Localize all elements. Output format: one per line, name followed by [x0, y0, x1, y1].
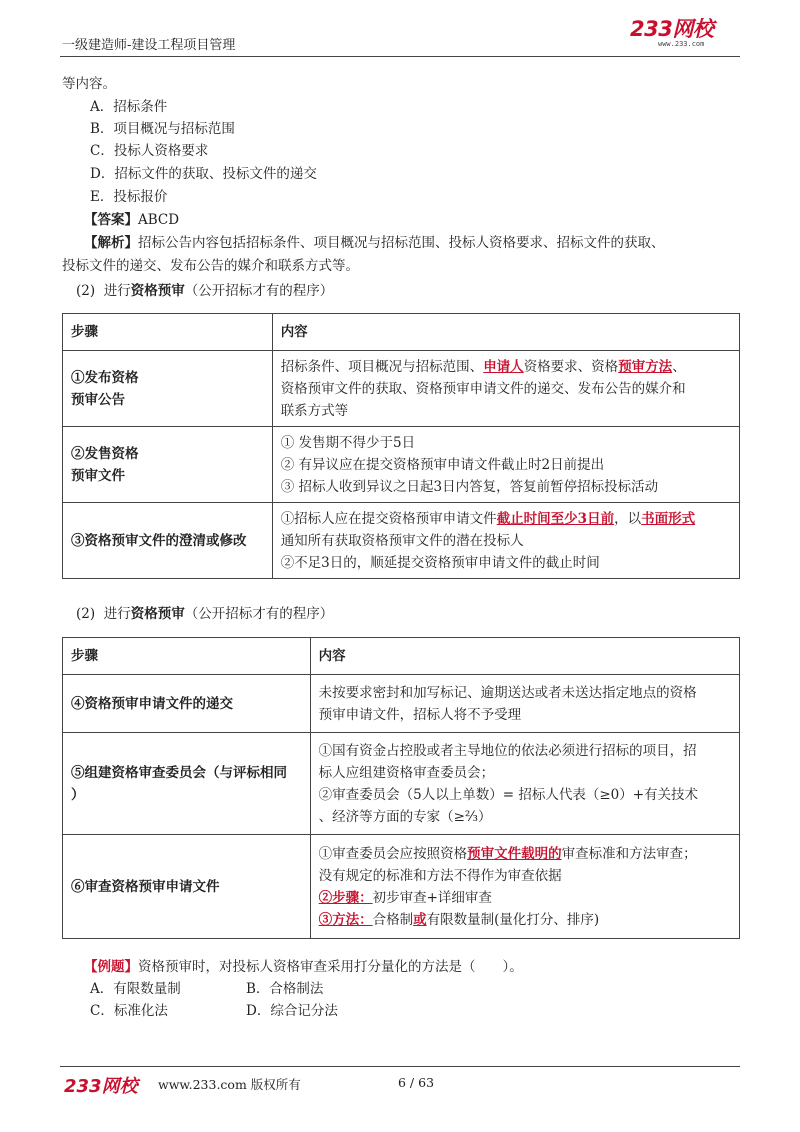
step-cell: ④资格预审申请文件的递交 [63, 675, 311, 733]
section-bold: 资格预审 [130, 283, 185, 299]
step-cell [63, 733, 311, 835]
header-divider [60, 56, 740, 57]
content-cell [272, 503, 739, 579]
content-line: ①国有资金占控股或者主导地位的依法必须进行招标的项目，招 [318, 742, 697, 759]
step-cell: ③资格预审文件的澄清或修改 [63, 503, 273, 579]
content-line: 标人应组建资格审查委员会； [318, 764, 495, 781]
content-line [319, 909, 731, 931]
analysis-line-2: 投标文件的递交、发布公告的媒介和联系方式等。 [62, 258, 359, 274]
highlight-methods: ③方法： [318, 911, 373, 928]
example-tag: 【例题】 [84, 959, 138, 975]
highlight-deadline: 截止时间至少3日前 [496, 510, 615, 527]
example-option-d: D．综合记分法 [246, 1003, 338, 1019]
highlight-stated: 预审文件载明的 [467, 845, 562, 862]
section-post: （公开招标才有的程序） [184, 606, 334, 622]
header-content: 内容 [272, 314, 739, 351]
page-number: 6 / 63 [398, 1075, 435, 1090]
logo-text: 233网校 [630, 17, 714, 41]
text: 、 [672, 358, 686, 375]
highlight-or: 或 [413, 911, 427, 928]
section-pre: 进行 [103, 283, 131, 299]
content-cell [272, 427, 739, 503]
section-post: （公开招标才有的程序） [184, 283, 334, 299]
table-row [63, 427, 740, 503]
highlight-steps: ②步骤： [318, 889, 373, 906]
step-cell: ⑥审查资格预审申请文件 [63, 835, 311, 939]
table-row [63, 733, 740, 835]
text: 有限数量制(量化打分、排序) [426, 911, 600, 928]
analysis-line-1 [84, 232, 665, 254]
example-option-a: A．有限数量制 [90, 981, 181, 997]
content-line: ②不足3日的，顺延提交资格预审申请文件的截止时间 [280, 554, 600, 571]
content-line: 联系方式等 [280, 402, 349, 419]
table-row [63, 503, 740, 579]
header-content: 内容 [310, 638, 739, 675]
step-cell [63, 427, 273, 503]
footer-divider [60, 1066, 740, 1067]
example-question [84, 956, 523, 978]
step-line: ） [71, 786, 85, 803]
table-header-row [63, 314, 740, 351]
answer-tag: 【答案】 [84, 212, 138, 228]
content-line [281, 356, 731, 378]
text: ①招标人应在提交资格预审申请文件 [280, 510, 497, 527]
option-b: B．项目概况与招标范围 [90, 121, 235, 137]
content-line: ① 发售期不得少于5日 [280, 434, 416, 451]
step-line: 预审文件 [71, 467, 125, 484]
step-line: ②发售资格 [71, 445, 139, 462]
section-number: (2) [76, 606, 96, 622]
table-prequalification-2 [62, 637, 740, 939]
table-row [63, 351, 740, 427]
answer-value: ABCD [138, 212, 180, 228]
header-title: 一级建造师-建设工程项目管理 [62, 38, 236, 53]
text: 合格制 [372, 911, 414, 928]
step-cell [63, 351, 273, 427]
content-line: ② 有异议应在提交资格预审申请文件截止时2日前提出 [280, 456, 605, 473]
text: 招标条件、项目概况与招标范围、 [280, 358, 484, 375]
section-pre: 进行 [103, 606, 131, 622]
continued-text: 等内容。 [62, 76, 116, 92]
highlight-applicant: 申请人 [483, 358, 524, 375]
answer-line [84, 209, 179, 231]
option-c: C．投标人资格要求 [90, 143, 209, 159]
analysis-text-1: 招标公告内容包括招标条件、项目概况与招标范围、投标人资格要求、招标文件的获取、 [138, 235, 665, 251]
content-line [281, 508, 731, 530]
step-line: ①发布资格 [71, 369, 139, 386]
content-line: 、经济等方面的专家（≥⅔） [318, 808, 492, 825]
content-line: ③ 招标人收到异议之日起3日内答复，答复前暂停招标投标活动 [280, 478, 659, 495]
text: ，以 [614, 510, 642, 527]
header-step: 步骤 [63, 314, 273, 351]
content-line [319, 887, 731, 909]
logo-url: www.233.com [658, 40, 705, 48]
content-line: 预审申请文件，招标人将不予受理 [318, 706, 522, 723]
content-line: 未按要求密封和加写标记、逾期送达或者未送达指定地点的资格 [318, 684, 697, 701]
text: 资格要求、资格 [523, 358, 619, 375]
content-line: 没有规定的标准和方法不得作为审查依据 [318, 867, 562, 884]
content-cell [310, 675, 739, 733]
highlight-written: 书面形式 [641, 510, 696, 527]
table-row [63, 675, 740, 733]
table-row [63, 835, 740, 939]
section-heading-1 [76, 280, 333, 302]
step-line: 预审公告 [71, 391, 125, 408]
footer-copyright: www.233.com 版权所有 [158, 1077, 301, 1092]
section-number: (2) [76, 283, 96, 299]
example-text: 资格预审时，对投标人资格审查采用打分量化的方法是（ ）。 [138, 959, 523, 975]
option-e: E．投标报价 [90, 189, 168, 205]
footer-logo: 233网校 [64, 1076, 138, 1097]
step-line: ⑤组建资格审查委员会（与评标相同 [71, 764, 287, 781]
text: 审查标准和方法审查； [561, 845, 697, 862]
highlight-method: 预审方法 [618, 358, 673, 375]
brand-logo [630, 18, 740, 54]
content-line [319, 843, 731, 865]
content-cell [272, 351, 739, 427]
content-line: 资格预审文件的获取、资格预审申请文件的递交、发布公告的媒介和 [280, 380, 686, 397]
section-heading-2 [76, 603, 333, 625]
text: ①审查委员会应按照资格 [318, 845, 468, 862]
content-cell [310, 733, 739, 835]
table-prequalification-1 [62, 313, 740, 579]
analysis-tag: 【解析】 [84, 235, 138, 251]
example-option-c: C．标准化法 [90, 1003, 168, 1019]
content-line: 通知所有获取资格预审文件的潜在投标人 [280, 532, 524, 549]
content-line: ②审查委员会（5人以上单数）= 招标人代表（≥0）+有关技术 [318, 786, 699, 803]
option-a: A．招标条件 [90, 99, 168, 115]
table-header-row [63, 638, 740, 675]
text: 初步审查+详细审查 [372, 889, 492, 906]
section-bold: 资格预审 [130, 606, 185, 622]
example-option-b: B．合格制法 [246, 981, 324, 997]
header-step: 步骤 [63, 638, 311, 675]
content-cell [310, 835, 739, 939]
option-d: D．招标文件的获取、投标文件的递交 [90, 166, 317, 182]
